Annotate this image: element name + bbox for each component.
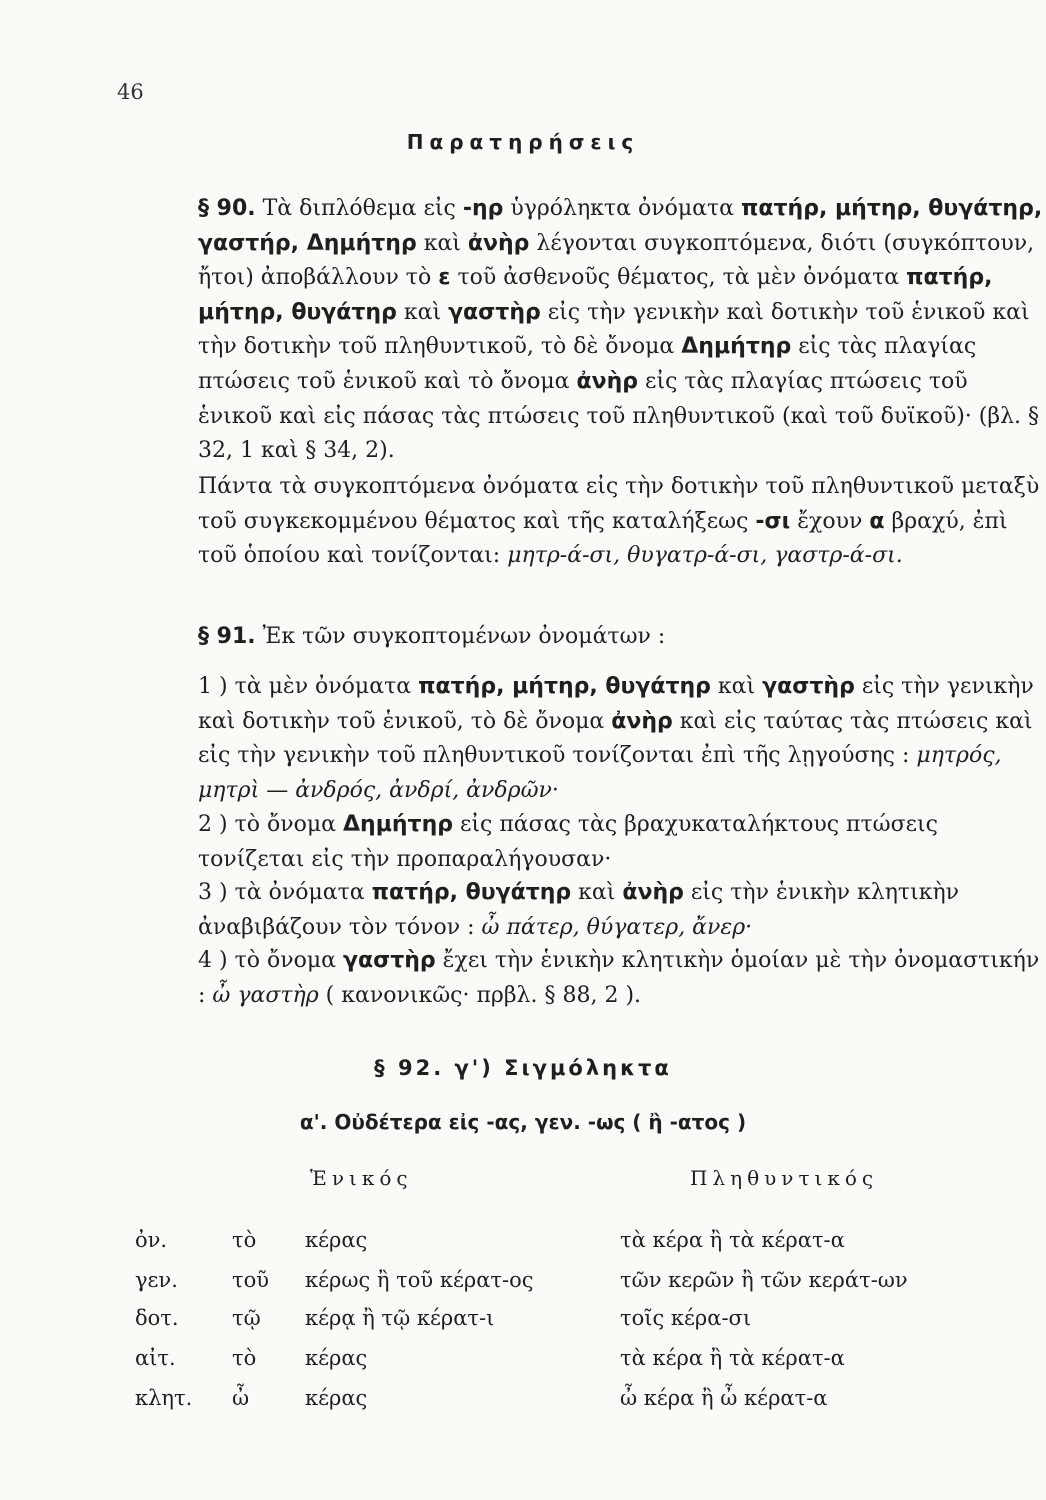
plural-form: τὰ κέρα ἢ τὰ κέρατ-α [620,1346,845,1370]
bold-term: πατήρ, μήτηρ, θυγάτηρ [198,265,993,325]
case-label: αἰτ. [135,1346,176,1370]
text: λέγονται συγκοπτόμενα, διότι (συγκόπτουν, ἤτοι) ἀποβάλλουν τὸ [198,230,1035,291]
section-91-intro [118,620,1046,655]
case-label: δοτ. [135,1306,179,1330]
declension-row [0,1268,1046,1308]
section-91-number: § 91. [198,624,256,649]
case-label: κλητ. [135,1386,193,1410]
section-90-paragraph-2 [118,470,1046,574]
text: τοῦ ἀσθενοῦς θέματος, τὰ μὲν ὀνόματα [450,265,907,291]
text: 3 ) τὰ ὀνόματα [198,880,372,905]
section-90-paragraph-1 [118,192,1046,469]
section-91-item-4 [118,944,1046,1013]
section-92-subheading: α'. Οὐδέτερα εἰς -ας, γεν. -ως ( ἢ -ατος ) [299,1110,747,1134]
bold-term: γαστὴρ [343,948,436,973]
text: εἰς τὰς πλαγίας πτώσεις τοῦ ἑνικοῦ καὶ τὸ ὄνομα [198,334,977,394]
bold-term: πατήρ, θυγάτηρ [371,880,572,905]
page-number: 46 [117,80,144,104]
singular-form: κέρᾳ ἢ τῷ κέρατ-ι [305,1306,495,1330]
text: εἰς τὴν γενικὴν καὶ δοτικὴν τοῦ ἑνικοῦ καὶ τὴν δοτικὴν τοῦ πληθυντικοῦ, τὸ δὲ ὄνομα [198,299,1030,360]
italic-example: μητρ-ά-σι, θυγατρ-ά-σι, γαστρ-ά-σι. [507,543,903,569]
case-label: γεν. [135,1268,178,1292]
text: 4 ) τὸ ὄνομα [198,948,343,973]
bold-term: Δημήτηρ [343,812,453,837]
bold-term: γαστὴρ [762,674,855,699]
singular-form: κέρως ἢ τοῦ κέρατ-ος [305,1268,534,1292]
text: Τὰ διπλόθεμα εἰς [255,196,463,221]
section-91-item-2 [118,808,1046,877]
text: καὶ [416,230,468,256]
bold-term: πατήρ, μήτηρ, θυγάτηρ [418,674,711,699]
declension-row [0,1306,1046,1346]
bold-term: ἀνὴρ [622,880,684,905]
text: ὑγρόληκτα ὀνόματα [503,196,741,221]
italic-example: ὦ γαστὴρ [212,982,319,1008]
text: Ἐκ τῶν συγκοπτομένων ὀνομάτων : [255,624,666,649]
plural-form: τὰ κέρα ἢ τὰ κέρατ-α [620,1228,845,1252]
section-92-heading: § 92. γ') Σιγμόληκτα [374,1056,672,1080]
bold-term: α [869,508,885,534]
text: καὶ [571,880,623,905]
section-91-item-3 [118,876,1046,945]
italic-example: μητρός, μητρὶ — ἀνδρός, ἀνδρί, ἀνδρῶν· [198,743,1002,803]
bold-term: Δημήτηρ [681,334,792,360]
text: ( κανονικῶς· πρβλ. § 88, 2 ). [318,982,642,1008]
text: εἰς τὰς πλαγίας πτώσεις τοῦ ἑνικοῦ καὶ εἰς πάσας τὰς πτώσεις τοῦ πληθυντικοῦ (καὶ τοῦ δυϊκοῦ)· (βλ. § 32, 1 καὶ § 34, 2). [198,368,1040,464]
text: 1 ) τὰ μὲν ὀνόματα [198,674,419,699]
article: τῷ [232,1306,261,1330]
text: εἰς τὴν ἑνικὴν κλητικὴν ἀναβιβάζουν τὸν τόνον : [198,880,960,940]
text: καὶ εἰς ταύτας τὰς πτώσεις καὶ εἰς τὴν γενικὴν τοῦ πληθυντικοῦ τονίζονται ἐπὶ τῆς λῃγούσης : [198,708,1033,769]
bold-term: -σι [755,508,791,534]
article: τὸ [232,1346,257,1370]
section-91-item-1 [118,670,1046,808]
text: εἰς πάσας τὰς βραχυκαταλήκτους πτώσεις τονίζεται εἰς τὴν προπαραλήγουσαν· [198,812,938,872]
text: ἔχει τὴν ἑνικὴν κλητικὴν ὁμοίαν μὲ τὴν ὀνομαστικήν : [198,948,1040,1008]
text: Πάντα τὰ συγκοπτόμενα ὀνόματα εἰς τὴν δοτικὴν τοῦ πληθυντικοῦ μεταξὺ τοῦ συγκεκομμένου θέματος καὶ τῆς καταλήξεως [198,474,1040,534]
case-label: ὀν. [135,1228,168,1252]
plural-form: ὦ κέρα ἢ ὦ κέρατ-α [620,1386,828,1410]
section-90-number: § 90. [198,196,256,221]
bold-term: ἀνὴρ [576,368,639,394]
singular-form: κέρας [305,1346,368,1370]
italic-example: ὦ πάτερ, θύγατερ, ἄνερ· [481,914,753,940]
plural-form: τῶν κερῶν ἢ τῶν κεράτ-ων [620,1268,908,1292]
text: εἰς τὴν γενικὴν καὶ δοτικὴν τοῦ ἑνικοῦ, τὸ δὲ ὄνομα [198,674,1034,734]
text: καὶ [710,674,763,699]
plural-form: τοῖς κέρα-σι [620,1306,752,1330]
singular-form: κέρας [305,1386,368,1410]
article: τοῦ [232,1268,270,1292]
bold-term: -ηρ [462,196,504,221]
article: τὸ [232,1228,257,1252]
singular-column-heading: Ἑνικός [310,1166,413,1190]
text: 2 ) τὸ ὄνομα [198,812,343,837]
bold-term: ἀνὴρ [467,230,530,256]
text: ἔχουν [790,508,870,534]
text: βραχύ, ἐπὶ τοῦ ὁποίου καὶ τονίζονται: [198,508,1008,569]
declension-row [0,1228,1046,1268]
declension-row [0,1346,1046,1386]
article: ὦ [232,1386,250,1410]
bold-term: ἀνὴρ [611,708,673,734]
observations-heading: Παρατηρήσεις [406,130,640,154]
bold-term: πατήρ, μήτηρ, θυγάτηρ, γαστήρ, Δημήτηρ [198,196,1043,256]
plural-column-heading: Πληθυντικός [690,1166,879,1190]
bold-term: ε [438,265,451,291]
declension-row [0,1386,1046,1426]
bold-term: γαστὴρ [448,299,541,325]
text: καὶ [396,299,449,325]
singular-form: κέρας [305,1228,368,1252]
